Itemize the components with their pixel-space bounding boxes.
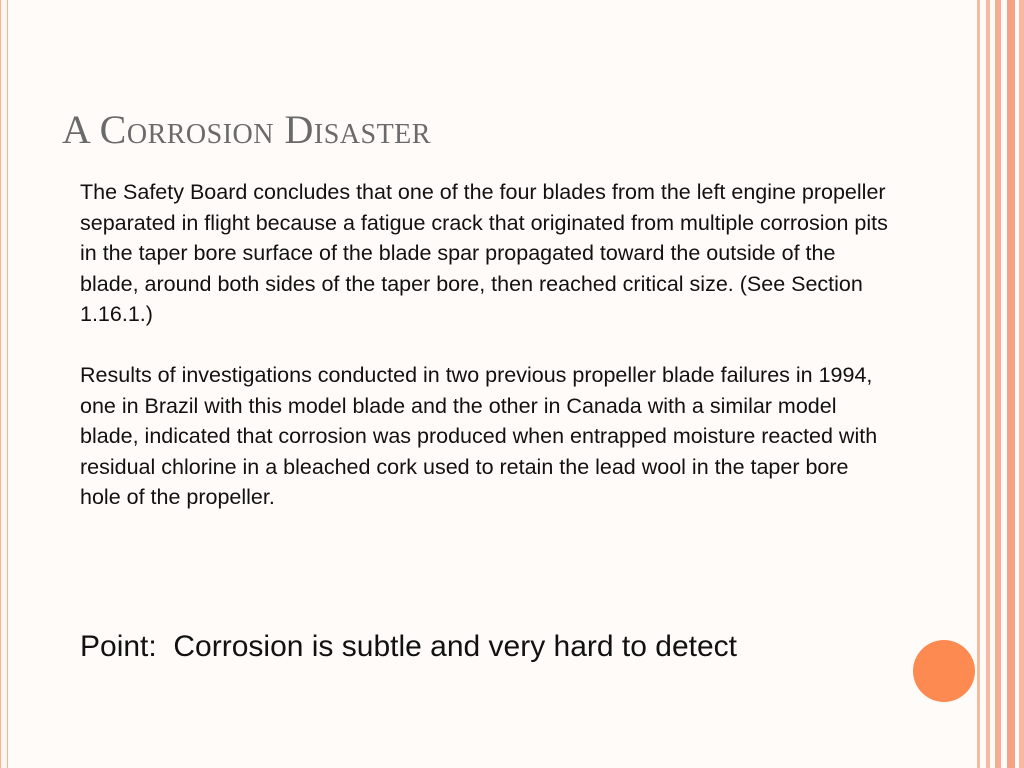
slide-body (80, 177, 895, 513)
decorative-stripe (1007, 0, 1015, 768)
key-point: Point: Corrosion is subtle and very hard to detect (80, 630, 738, 663)
body-paragraph: The Safety Board concludes that one of the four blades from the left engine propeller separated in flight because a fatigue crack that originated from multiple corrosion pits in the taper bore surface of the blade spar propagated toward the outside of the blade, around both sides of the taper bore, then reached critical size. (See Section 1.16.1.) (80, 180, 888, 326)
decorative-stripe (1019, 0, 1024, 768)
decorative-stripe (986, 0, 990, 768)
right-decorative-stripes (977, 0, 1024, 768)
decorative-stripe (995, 0, 1001, 768)
left-border-stripe (0, 0, 8, 768)
decorative-stripe (977, 0, 980, 768)
body-paragraph: Results of investigations conducted in two previous propeller blade failures in 1994, one in Brazil with this model blade and the other in Canada with a similar model blade, indicated that corrosion was produced when entrapped moisture reacted with residual chlorine in a bleached cork used to retain the lead wool in the taper bore hole of the propeller. (80, 363, 878, 509)
decorative-circle-icon (913, 640, 975, 702)
slide-title: A Corrosion Disaster (62, 107, 431, 152)
